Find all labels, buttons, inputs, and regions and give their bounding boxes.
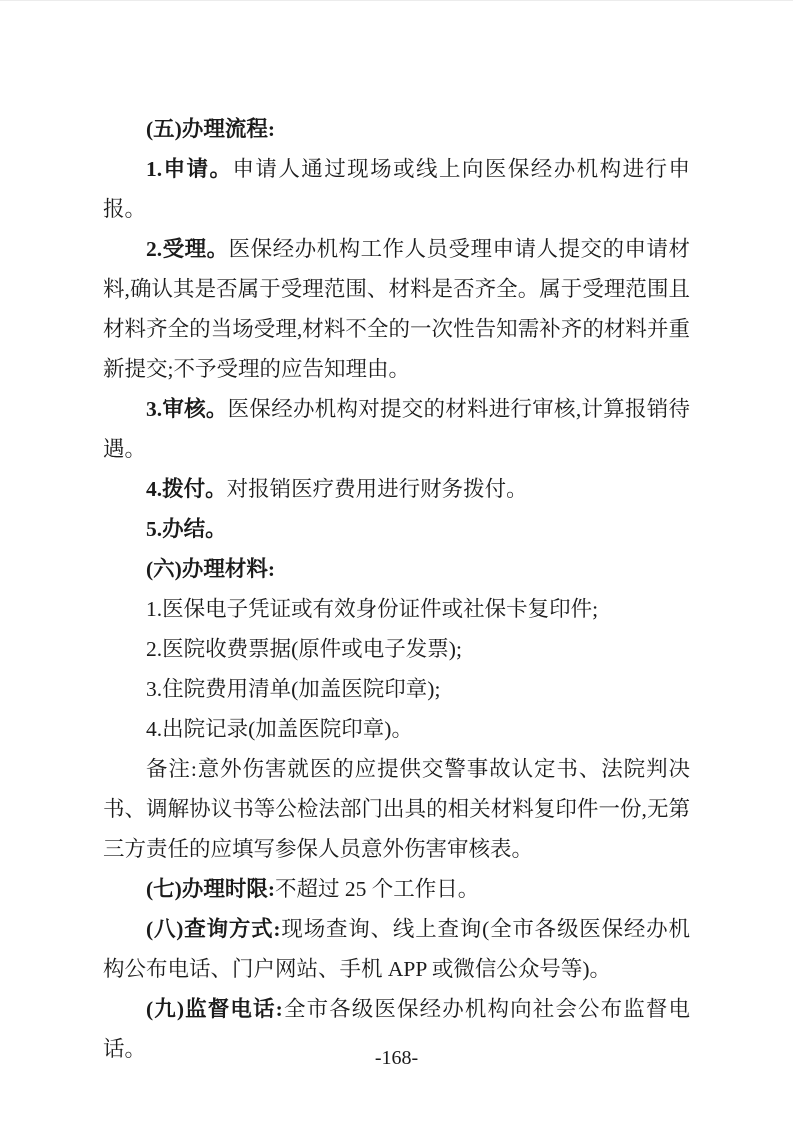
step-accept-label: 2.受理。 (146, 237, 229, 261)
section-time-limit-label: (七)办理时限: (146, 877, 275, 901)
step-payment-label: 4.拨付。 (146, 477, 227, 501)
paragraph-body: 医保经办机构对提交的材料进行审核,计算报销待遇。 (103, 397, 690, 461)
step-apply (103, 149, 690, 229)
materials-note-text: 备注:意外伤害就医的应提供交警事故认定书、法院判决书、调解协议书等公检法部门出具的相关材料复印件一份,无第三方责任的应填写参保人员意外伤害审核表。 (103, 757, 690, 861)
step-apply-label: 1.申请。 (146, 157, 233, 181)
section-query-method-text: 现场查询、线上查询(全市各级医保经办机构公布电话、门户网站、手机 APP 或微信公众号等)。 (103, 917, 690, 981)
material-item-2-text: 2.医院收费票据(原件或电子发票); (146, 637, 462, 661)
materials-note (103, 749, 690, 869)
material-item-4-text: 4.出院记录(加盖医院印章)。 (146, 717, 413, 741)
material-item-1 (103, 589, 690, 629)
section-supervision-phone-label: (九)监督电话: (146, 997, 283, 1021)
material-item-4 (103, 709, 690, 749)
document-body (103, 109, 690, 1069)
section-time-limit-text: 不超过 25 个工作日。 (274, 877, 480, 901)
paragraph-body: 医保经办机构工作人员受理申请人提交的申请材料,确认其是否属于受理范围、材料是否齐全。属于受理范围且材料齐全的当场受理,材料不全的一次性告知需补齐的材料并重新提交;不予受理的应告知理由。 (103, 237, 690, 381)
section-heading-process (103, 109, 690, 149)
section-query-method-label: (八)查询方式: (146, 917, 281, 941)
section-heading-materials (103, 549, 690, 589)
section-heading-process-label: (五)办理流程: (146, 117, 275, 141)
step-accept (103, 229, 690, 389)
paragraph-body: 申请人通过现场或线上向医保经办机构进行申报。 (103, 157, 690, 221)
section-time-limit (103, 869, 690, 909)
step-payment (103, 469, 690, 509)
section-query-method (103, 909, 690, 989)
step-complete (103, 509, 690, 549)
step-review-label: 3.审核。 (146, 397, 228, 421)
section-heading-materials-label: (六)办理材料: (146, 557, 275, 581)
page-number: -168- (374, 1047, 419, 1069)
step-complete-label: 5.办结。 (146, 517, 227, 541)
step-review (103, 389, 690, 469)
material-item-3-text: 3.住院费用清单(加盖医院印章); (146, 677, 441, 701)
material-item-1-text: 1.医保电子凭证或有效身份证件或社保卡复印件; (146, 597, 599, 621)
material-item-3 (103, 669, 690, 709)
section-supervision-phone-text: 全市各级医保经办机构向社会公布监督电话。 (103, 997, 690, 1061)
material-item-2 (103, 629, 690, 669)
paragraph-body: 对报销医疗费用进行财务拨付。 (226, 477, 528, 501)
